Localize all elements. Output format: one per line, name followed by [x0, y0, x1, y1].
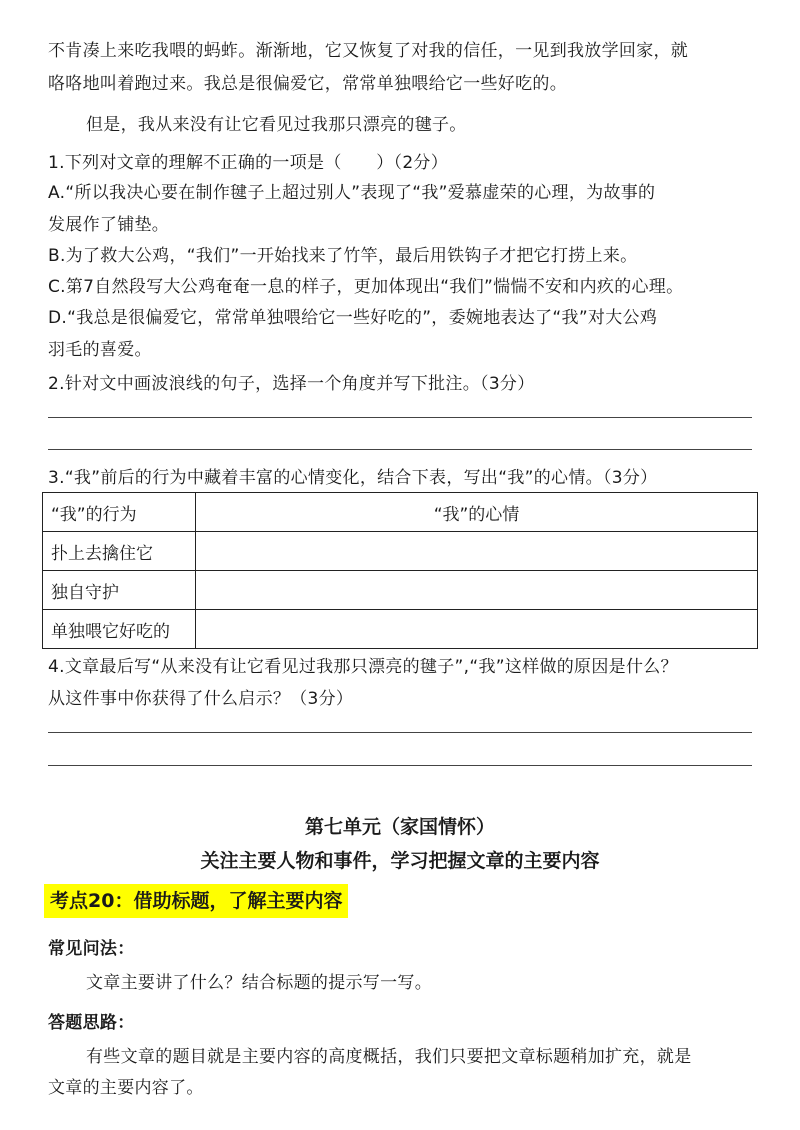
- mood-table: [42, 492, 758, 649]
- passage-line-1: 不肯凑上来吃我喂的蚂蚱。渐渐地，它又恢复了对我的信任，一见到我放学回家，就: [48, 41, 689, 61]
- key-point-title: 考点20：借助标题，了解主要内容: [44, 884, 348, 918]
- question-type-label: 常见问法：: [48, 939, 135, 959]
- table-row: [43, 532, 758, 571]
- mood-answer-cell[interactable]: [196, 532, 758, 571]
- answer-line-q4-2[interactable]: [48, 765, 752, 766]
- behavior-cell: 扑上去擒住它: [43, 532, 196, 571]
- table-row: [43, 571, 758, 610]
- question-1-stem: 1.下列对文章的理解不正确的一项是（ ）（2分）: [48, 153, 449, 173]
- passage-line-2: 咯咯地叫着跑过来。我总是很偏爱它，常常单独喂给它一些好吃的。: [48, 74, 567, 94]
- question-4-stem-line-1: 4.文章最后写“从来没有让它看见过我那只漂亮的毽子”,“我”这样做的原因是什么？: [48, 657, 678, 677]
- passage-line-3: 但是，我从来没有让它看见过我那只漂亮的毽子。: [86, 115, 467, 135]
- behavior-cell: 单独喂它好吃的: [43, 610, 196, 649]
- answer-line-q2-2[interactable]: [48, 449, 752, 450]
- table-header-row: [43, 493, 758, 532]
- answer-approach-line-2: 文章的主要内容了。: [48, 1078, 204, 1098]
- mood-answer-cell[interactable]: [196, 571, 758, 610]
- option-d-line-2: 羽毛的喜爱。: [48, 340, 152, 360]
- behavior-cell: 独自守护: [43, 571, 196, 610]
- table-row: [43, 610, 758, 649]
- answer-line-q4-1[interactable]: [48, 732, 752, 733]
- question-3-stem: 3.“我”前后的行为中藏着丰富的心情变化，结合下表，写出“我”的心情。（3分）: [48, 468, 658, 488]
- option-a-line-1: A.“所以我决心要在制作毽子上超过别人”表现了“我”爱慕虚荣的心理，为故事的: [48, 183, 656, 203]
- answer-line-q2-1[interactable]: [48, 417, 752, 418]
- answer-approach-line-1: 有些文章的题目就是主要内容的高度概括，我们只要把文章标题稍加扩充，就是: [86, 1047, 692, 1067]
- option-d-line-1: D.“我总是很偏爱它，常常单独喂给它一些好吃的”，委婉地表达了“我”对大公鸡: [48, 308, 658, 328]
- header-mood: “我”的心情: [196, 493, 758, 532]
- question-type-text: 文章主要讲了什么？结合标题的提示写一写。: [86, 973, 432, 993]
- header-behavior: “我”的行为: [43, 493, 196, 532]
- option-a-line-2: 发展作了铺垫。: [48, 215, 170, 235]
- unit-subtitle: 关注主要人物和事件，学习把握文章的主要内容: [200, 850, 600, 872]
- question-4-stem-line-2: 从这件事中你获得了什么启示？（3分）: [48, 689, 354, 709]
- option-c: C.第7自然段写大公鸡奄奄一息的样子，更加体现出“我们”惴惴不安和内疚的心理。: [48, 277, 684, 297]
- question-2-stem: 2.针对文中画波浪线的句子，选择一个角度并写下批注。（3分）: [48, 374, 535, 394]
- mood-answer-cell[interactable]: [196, 610, 758, 649]
- unit-title: 第七单元（家国情怀）: [304, 816, 495, 838]
- answer-approach-label: 答题思路：: [48, 1013, 135, 1033]
- option-b: B.为了救大公鸡，“我们”一开始找来了竹竿，最后用铁钩子才把它打捞上来。: [48, 246, 638, 266]
